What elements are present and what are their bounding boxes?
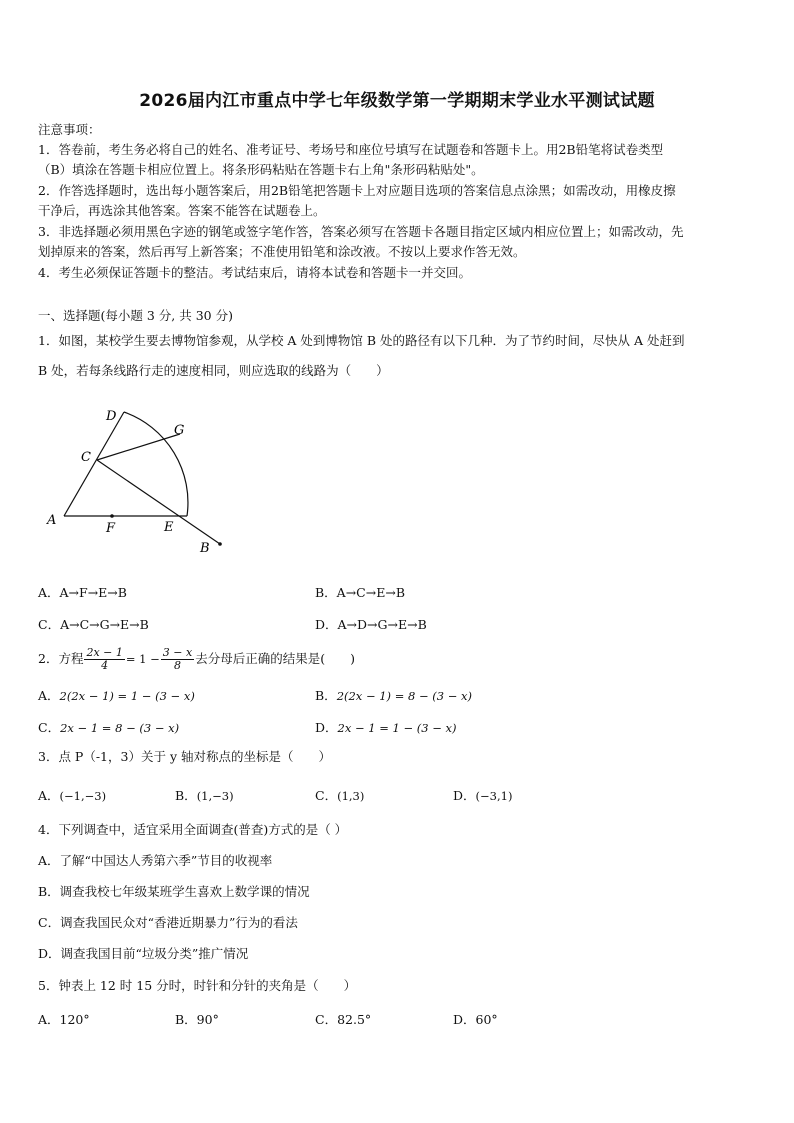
q2-option-a-label: A． — [38, 688, 60, 703]
q1-geometry-figure — [40, 400, 240, 560]
q3-stem: 3．点 P（-1，3）关于 y 轴对称点的坐标是（ ） — [38, 749, 331, 764]
q2-option-c-expr: 2x − 1 = 8 − (3 − x) — [60, 721, 180, 735]
label-f: F — [106, 521, 116, 536]
q5-option-c: C．82.5° — [315, 1012, 372, 1027]
q3-option-a — [38, 786, 106, 804]
q2-frac2-numerator: 3 − x — [162, 645, 193, 659]
q5-stem: 5．钟表上 12 时 15 分时，时针和分针的夹角是（ ） — [38, 978, 357, 993]
q2-option-d-expr: 2x − 1 = 1 − (3 − x) — [337, 721, 457, 735]
q5-option-d: D．60° — [453, 1012, 498, 1027]
notice-line: 3．非选择题必须用黑色字迹的钢笔或签字笔作答，答案必须写在答题卡各题目指定区域内相应位置上；如需改动，先 — [38, 224, 684, 239]
label-e: E — [164, 520, 174, 535]
label-b: B — [200, 541, 210, 556]
segment-ceb — [97, 460, 220, 544]
q4-option-b: B．调查我校七年级某班学生喜欢上数学课的情况 — [38, 884, 310, 899]
q2-option-a — [38, 686, 195, 704]
q3-option-a-label: A． — [38, 788, 60, 803]
q2-fraction-right — [161, 647, 194, 672]
label-d: D — [106, 409, 117, 424]
q2-frac1-numerator: 2x − 1 — [86, 645, 123, 659]
q3-option-b-expr: (1,−3) — [196, 789, 234, 803]
notice-line: 干净后，再选涂其他答案。答案不能答在试题卷上。 — [38, 203, 326, 218]
q2-option-c — [38, 718, 179, 736]
point-f — [110, 514, 114, 518]
point-b — [218, 542, 222, 546]
q3-option-c-expr: (1,3) — [337, 789, 365, 803]
q2-fraction-left — [84, 647, 124, 672]
q2-frac2-denominator: 8 — [173, 658, 181, 672]
q1-option-d: D．A→D→G→E→B — [315, 617, 427, 632]
q3-option-c — [315, 786, 364, 804]
q1-stem-line1: 1．如图，某校学生要去博物馆参观，从学校 A 处到博物馆 B 处的路径有以下几种．为了节约时间，尽快从 A 处赶到 — [38, 333, 685, 348]
q2-option-b — [315, 686, 472, 704]
q5-option-a: A．120° — [38, 1012, 90, 1027]
q2-option-d-label: D． — [315, 720, 338, 735]
q1-option-c: C．A→C→G→E→B — [38, 617, 149, 632]
q2-middle: = 1 − — [125, 652, 160, 666]
notice-line: （B）填涂在答题卡相应位置上。将条形码粘贴在答题卡右上角"条形码粘贴处"。 — [38, 162, 484, 177]
q2-option-b-label: B． — [315, 688, 337, 703]
q2-prefix: 2．方程 — [38, 651, 84, 666]
q4-option-d: D．调查我国目前“垃圾分类”推广情况 — [38, 946, 249, 961]
q2-stem — [38, 642, 355, 676]
segment-ad — [64, 412, 124, 516]
q5-option-b: B．90° — [175, 1012, 219, 1027]
section-heading: 一、选择题(每小题 3 分, 共 30 分) — [38, 308, 233, 323]
q1-option-b: B．A→C→E→B — [315, 585, 406, 600]
q2-option-a-expr: 2(2x − 1) = 1 − (3 − x) — [59, 689, 195, 703]
q3-option-c-label: C． — [315, 788, 338, 803]
q4-option-c: C．调查我国民众对“香港近期暴力”行为的看法 — [38, 915, 298, 930]
notice-line: 4．考生必须保证答题卡的整洁。考试结束后，请将本试卷和答题卡一并交回。 — [38, 265, 471, 280]
q2-frac1-denominator: 4 — [101, 658, 109, 672]
label-c: C — [81, 450, 91, 465]
q2-option-b-expr: 2(2x − 1) = 8 − (3 − x) — [336, 689, 472, 703]
q3-option-d-label: D． — [453, 788, 476, 803]
notice-heading: 注意事项： — [38, 122, 101, 137]
notice-line: 2．作答选择题时，选出每小题答案后，用2B铅笔把答题卡上对应题目选项的答案信息点涂黑；如需改动，用橡皮擦 — [38, 183, 676, 198]
notice-line: 划掉原来的答案，然后再写上新答案；不准使用铅笔和涂改液。不按以上要求作答无效。 — [38, 244, 526, 259]
q3-option-b — [175, 786, 234, 804]
q3-option-d — [453, 786, 512, 804]
q2-option-d — [315, 718, 457, 736]
q4-option-a: A．了解“中国达人秀第六季”节目的收视率 — [38, 853, 273, 868]
q3-option-a-expr: (−1,−3) — [59, 789, 107, 803]
q2-option-c-label: C． — [38, 720, 61, 735]
label-a: A — [47, 513, 57, 528]
label-g: G — [174, 423, 185, 438]
q1-stem-line2: B 处，若每条线路行走的速度相同，则应选取的线路为（ ） — [38, 363, 389, 378]
q1-option-a: A．A→F→E→B — [38, 585, 127, 600]
q3-option-b-label: B． — [175, 788, 197, 803]
page-title: 2026届内江市重点中学七年级数学第一学期期末学业水平测试试题 — [139, 91, 655, 111]
notice-line: 1．答卷前，考生务必将自己的姓名、准考证号、考场号和座位号填写在试题卷和答题卡上。用2B铅笔将试卷类型 — [38, 142, 664, 157]
q4-stem: 4．下列调查中，适宜采用全面调查(普查)方式的是（ ） — [38, 822, 348, 837]
q2-suffix: 去分母后正确的结果是( ) — [195, 651, 355, 666]
q3-option-d-expr: (−3,1) — [475, 789, 513, 803]
